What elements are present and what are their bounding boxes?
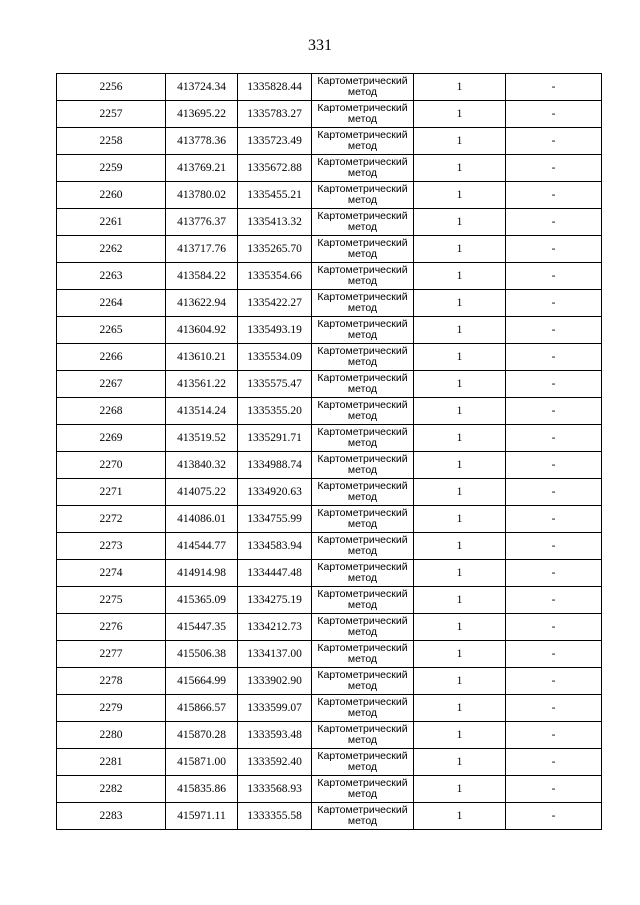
method-cell: Картометрический метод (312, 722, 414, 749)
table-row (57, 587, 602, 614)
method-cell: Картометрический метод (312, 533, 414, 560)
value-cell: 1 (414, 533, 506, 560)
method-cell: Картометрический метод (312, 749, 414, 776)
point-number-cell: 2269 (57, 425, 166, 452)
y-coordinate-cell: 1335265.70 (238, 236, 312, 263)
point-number-cell: 2275 (57, 587, 166, 614)
value-cell: 1 (414, 776, 506, 803)
note-cell: - (506, 101, 602, 128)
table-row (57, 749, 602, 776)
x-coordinate-cell: 415664.99 (166, 668, 238, 695)
method-cell: Картометрический метод (312, 344, 414, 371)
page-number: 331 (308, 37, 332, 54)
note-cell: - (506, 560, 602, 587)
x-coordinate-cell: 415506.38 (166, 641, 238, 668)
value-cell: 1 (414, 74, 506, 101)
table-row (57, 209, 602, 236)
method-cell: Картометрический метод (312, 74, 414, 101)
note-cell: - (506, 641, 602, 668)
method-cell: Картометрический метод (312, 452, 414, 479)
method-cell: Картометрический метод (312, 128, 414, 155)
method-cell: Картометрический метод (312, 587, 414, 614)
point-number-cell: 2277 (57, 641, 166, 668)
value-cell: 1 (414, 290, 506, 317)
y-coordinate-cell: 1334755.99 (238, 506, 312, 533)
value-cell: 1 (414, 236, 506, 263)
value-cell: 1 (414, 128, 506, 155)
table-row (57, 506, 602, 533)
value-cell: 1 (414, 749, 506, 776)
x-coordinate-cell: 413610.21 (166, 344, 238, 371)
note-cell: - (506, 128, 602, 155)
note-cell: - (506, 344, 602, 371)
value-cell: 1 (414, 263, 506, 290)
table-row (57, 317, 602, 344)
x-coordinate-cell: 415971.11 (166, 803, 238, 830)
table-row (57, 614, 602, 641)
value-cell: 1 (414, 506, 506, 533)
value-cell: 1 (414, 614, 506, 641)
point-number-cell: 2279 (57, 695, 166, 722)
method-cell: Картометрический метод (312, 479, 414, 506)
method-cell: Картометрический метод (312, 371, 414, 398)
value-cell: 1 (414, 182, 506, 209)
x-coordinate-cell: 413622.94 (166, 290, 238, 317)
value-cell: 1 (414, 344, 506, 371)
method-cell: Картометрический метод (312, 263, 414, 290)
point-number-cell: 2282 (57, 776, 166, 803)
y-coordinate-cell: 1335575.47 (238, 371, 312, 398)
y-coordinate-cell: 1334583.94 (238, 533, 312, 560)
note-cell: - (506, 722, 602, 749)
x-coordinate-cell: 413604.92 (166, 317, 238, 344)
x-coordinate-cell: 415871.00 (166, 749, 238, 776)
method-cell: Картометрический метод (312, 155, 414, 182)
method-cell: Картометрический метод (312, 560, 414, 587)
method-cell: Картометрический метод (312, 641, 414, 668)
point-number-cell: 2268 (57, 398, 166, 425)
value-cell: 1 (414, 668, 506, 695)
x-coordinate-cell: 413717.76 (166, 236, 238, 263)
x-coordinate-cell: 413780.02 (166, 182, 238, 209)
y-coordinate-cell: 1334212.73 (238, 614, 312, 641)
method-cell: Картометрический метод (312, 506, 414, 533)
table-row (57, 290, 602, 317)
x-coordinate-cell: 414544.77 (166, 533, 238, 560)
value-cell: 1 (414, 209, 506, 236)
point-number-cell: 2278 (57, 668, 166, 695)
table-row (57, 74, 602, 101)
y-coordinate-cell: 1333592.40 (238, 749, 312, 776)
y-coordinate-cell: 1333568.93 (238, 776, 312, 803)
x-coordinate-cell: 413776.37 (166, 209, 238, 236)
value-cell: 1 (414, 452, 506, 479)
y-coordinate-cell: 1333599.07 (238, 695, 312, 722)
value-cell: 1 (414, 587, 506, 614)
x-coordinate-cell: 413724.34 (166, 74, 238, 101)
value-cell: 1 (414, 317, 506, 344)
method-cell: Картометрический метод (312, 182, 414, 209)
table-row (57, 452, 602, 479)
table-row (57, 425, 602, 452)
point-number-cell: 2259 (57, 155, 166, 182)
y-coordinate-cell: 1335354.66 (238, 263, 312, 290)
x-coordinate-cell: 415447.35 (166, 614, 238, 641)
y-coordinate-cell: 1335783.27 (238, 101, 312, 128)
note-cell: - (506, 290, 602, 317)
method-cell: Картометрический метод (312, 695, 414, 722)
method-cell: Картометрический метод (312, 668, 414, 695)
x-coordinate-cell: 415866.57 (166, 695, 238, 722)
y-coordinate-cell: 1335422.27 (238, 290, 312, 317)
x-coordinate-cell: 415365.09 (166, 587, 238, 614)
note-cell: - (506, 506, 602, 533)
y-coordinate-cell: 1335493.19 (238, 317, 312, 344)
y-coordinate-cell: 1335455.21 (238, 182, 312, 209)
y-coordinate-cell: 1334447.48 (238, 560, 312, 587)
point-number-cell: 2258 (57, 128, 166, 155)
method-cell: Картометрический метод (312, 236, 414, 263)
note-cell: - (506, 398, 602, 425)
note-cell: - (506, 749, 602, 776)
table-row (57, 560, 602, 587)
table-row (57, 533, 602, 560)
table-row (57, 263, 602, 290)
note-cell: - (506, 155, 602, 182)
table-row (57, 776, 602, 803)
x-coordinate-cell: 415870.28 (166, 722, 238, 749)
value-cell: 1 (414, 803, 506, 830)
table-row (57, 344, 602, 371)
table-row (57, 236, 602, 263)
x-coordinate-cell: 413840.32 (166, 452, 238, 479)
point-number-cell: 2283 (57, 803, 166, 830)
note-cell: - (506, 209, 602, 236)
table-row (57, 803, 602, 830)
table-row (57, 371, 602, 398)
table-row (57, 641, 602, 668)
point-number-cell: 2260 (57, 182, 166, 209)
y-coordinate-cell: 1334137.00 (238, 641, 312, 668)
x-coordinate-cell: 413514.24 (166, 398, 238, 425)
method-cell: Картометрический метод (312, 776, 414, 803)
method-cell: Картометрический метод (312, 317, 414, 344)
note-cell: - (506, 236, 602, 263)
note-cell: - (506, 371, 602, 398)
value-cell: 1 (414, 695, 506, 722)
x-coordinate-cell: 414086.01 (166, 506, 238, 533)
point-number-cell: 2280 (57, 722, 166, 749)
note-cell: - (506, 614, 602, 641)
table-row (57, 182, 602, 209)
note-cell: - (506, 452, 602, 479)
y-coordinate-cell: 1335291.71 (238, 425, 312, 452)
x-coordinate-cell: 414075.22 (166, 479, 238, 506)
y-coordinate-cell: 1335534.09 (238, 344, 312, 371)
coordinates-table (56, 73, 602, 830)
value-cell: 1 (414, 425, 506, 452)
method-cell: Картометрический метод (312, 614, 414, 641)
value-cell: 1 (414, 155, 506, 182)
point-number-cell: 2267 (57, 371, 166, 398)
table-row (57, 695, 602, 722)
y-coordinate-cell: 1333355.58 (238, 803, 312, 830)
value-cell: 1 (414, 560, 506, 587)
point-number-cell: 2273 (57, 533, 166, 560)
x-coordinate-cell: 413561.22 (166, 371, 238, 398)
table-row (57, 128, 602, 155)
value-cell: 1 (414, 101, 506, 128)
point-number-cell: 2276 (57, 614, 166, 641)
point-number-cell: 2274 (57, 560, 166, 587)
note-cell: - (506, 479, 602, 506)
point-number-cell: 2257 (57, 101, 166, 128)
note-cell: - (506, 317, 602, 344)
note-cell: - (506, 425, 602, 452)
note-cell: - (506, 803, 602, 830)
table-row (57, 668, 602, 695)
table-row (57, 479, 602, 506)
y-coordinate-cell: 1334988.74 (238, 452, 312, 479)
method-cell: Картометрический метод (312, 209, 414, 236)
point-number-cell: 2264 (57, 290, 166, 317)
point-number-cell: 2281 (57, 749, 166, 776)
value-cell: 1 (414, 479, 506, 506)
note-cell: - (506, 74, 602, 101)
x-coordinate-cell: 413769.21 (166, 155, 238, 182)
y-coordinate-cell: 1333593.48 (238, 722, 312, 749)
y-coordinate-cell: 1334920.63 (238, 479, 312, 506)
point-number-cell: 2263 (57, 263, 166, 290)
x-coordinate-cell: 414914.98 (166, 560, 238, 587)
point-number-cell: 2256 (57, 74, 166, 101)
point-number-cell: 2261 (57, 209, 166, 236)
value-cell: 1 (414, 371, 506, 398)
point-number-cell: 2272 (57, 506, 166, 533)
point-number-cell: 2270 (57, 452, 166, 479)
table-row (57, 722, 602, 749)
y-coordinate-cell: 1333902.90 (238, 668, 312, 695)
note-cell: - (506, 587, 602, 614)
note-cell: - (506, 695, 602, 722)
note-cell: - (506, 182, 602, 209)
method-cell: Картометрический метод (312, 398, 414, 425)
method-cell: Картометрический метод (312, 425, 414, 452)
value-cell: 1 (414, 641, 506, 668)
x-coordinate-cell: 415835.86 (166, 776, 238, 803)
note-cell: - (506, 668, 602, 695)
y-coordinate-cell: 1335723.49 (238, 128, 312, 155)
x-coordinate-cell: 413778.36 (166, 128, 238, 155)
value-cell: 1 (414, 722, 506, 749)
table-row (57, 155, 602, 182)
x-coordinate-cell: 413519.52 (166, 425, 238, 452)
value-cell: 1 (414, 398, 506, 425)
method-cell: Картометрический метод (312, 290, 414, 317)
coordinates-table-body (57, 74, 602, 830)
note-cell: - (506, 533, 602, 560)
point-number-cell: 2266 (57, 344, 166, 371)
x-coordinate-cell: 413695.22 (166, 101, 238, 128)
y-coordinate-cell: 1335672.88 (238, 155, 312, 182)
y-coordinate-cell: 1334275.19 (238, 587, 312, 614)
note-cell: - (506, 263, 602, 290)
x-coordinate-cell: 413584.22 (166, 263, 238, 290)
y-coordinate-cell: 1335413.32 (238, 209, 312, 236)
point-number-cell: 2271 (57, 479, 166, 506)
y-coordinate-cell: 1335355.20 (238, 398, 312, 425)
method-cell: Картометрический метод (312, 101, 414, 128)
note-cell: - (506, 776, 602, 803)
point-number-cell: 2262 (57, 236, 166, 263)
point-number-cell: 2265 (57, 317, 166, 344)
table-row (57, 398, 602, 425)
method-cell: Картометрический метод (312, 803, 414, 830)
table-row (57, 101, 602, 128)
y-coordinate-cell: 1335828.44 (238, 74, 312, 101)
